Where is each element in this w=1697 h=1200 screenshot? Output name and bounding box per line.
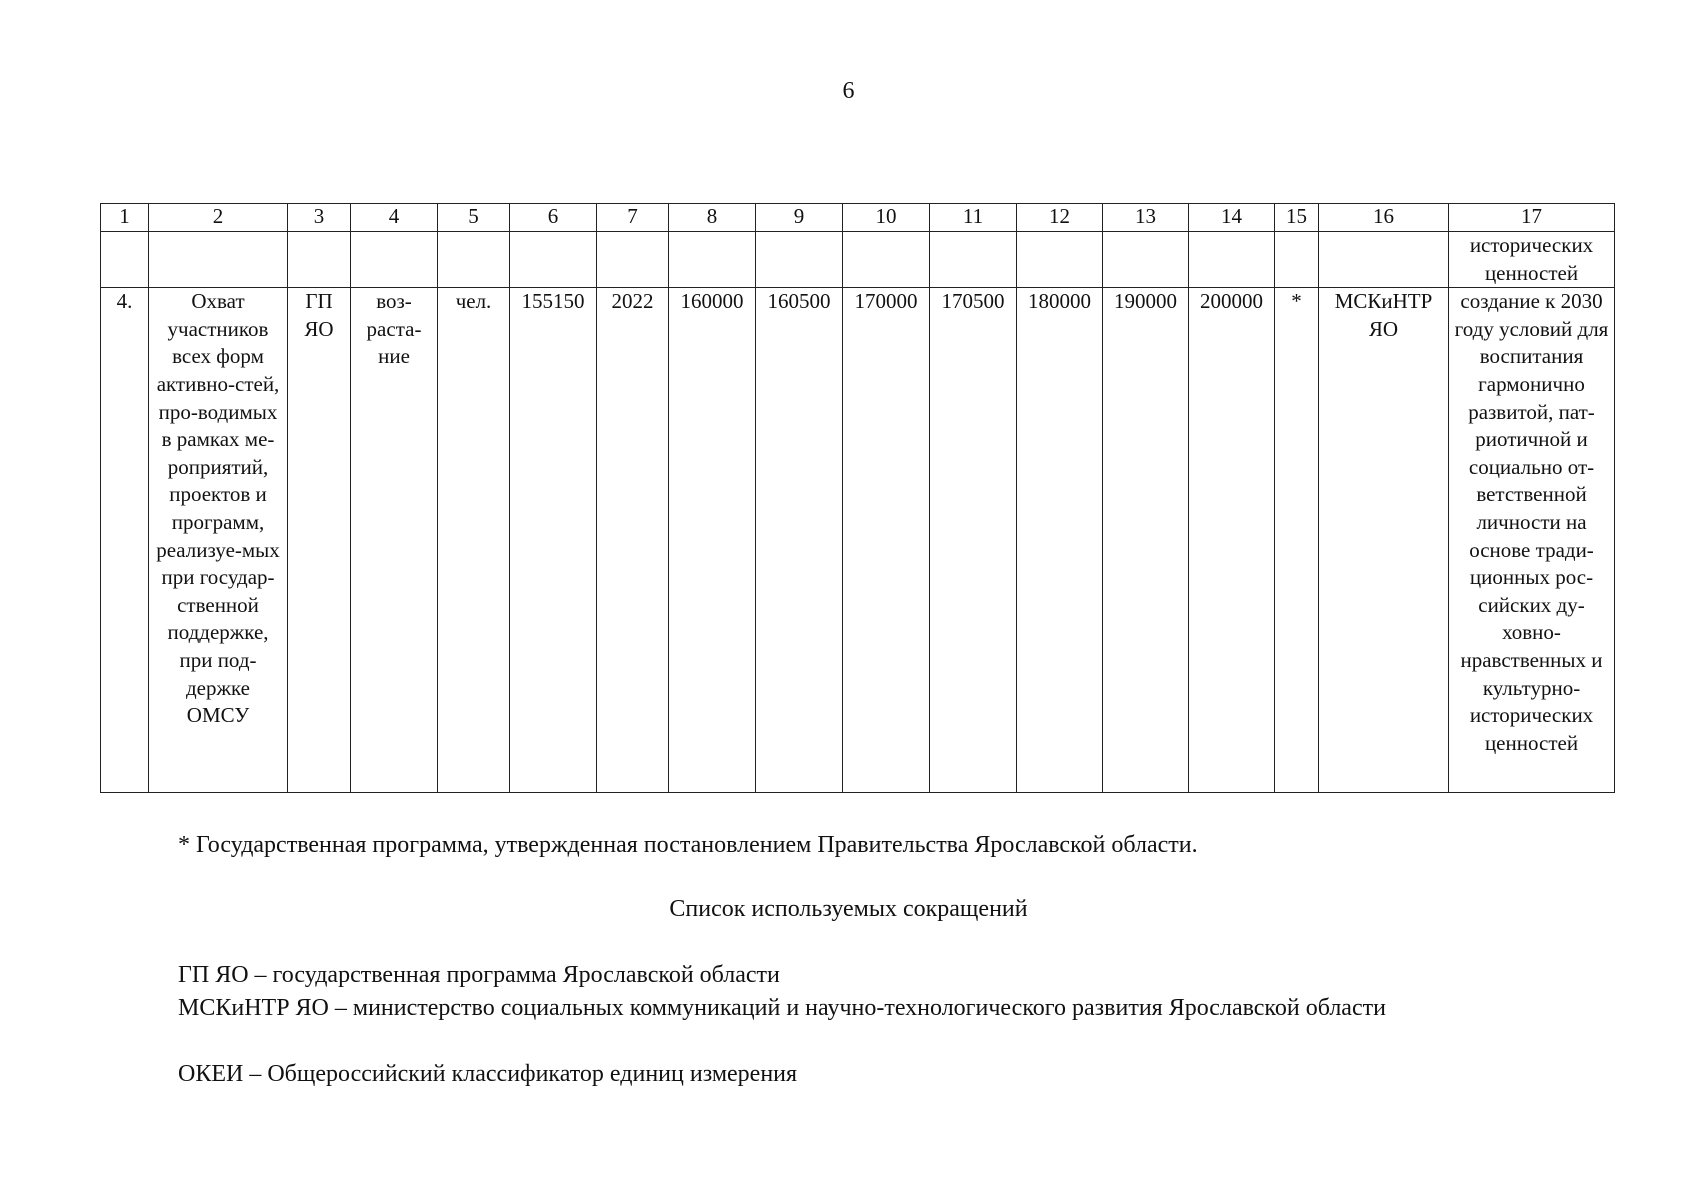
header-cell: 2 xyxy=(149,204,288,232)
header-cell: 9 xyxy=(756,204,843,232)
header-cell: 10 xyxy=(843,204,930,232)
indicator-unit: чел. xyxy=(438,288,510,793)
indicator-name: Охват участников всех форм активно-стей, про-водимых в рамках ме-роприятий, проектов и программ, реализуе-мых при государ-ственной поддержке, при под-держке ОМСУ xyxy=(149,288,288,793)
header-cell: 13 xyxy=(1103,204,1189,232)
value-cell: 190000 xyxy=(1103,288,1189,793)
header-cell: 1 xyxy=(101,204,149,232)
header-cell: 12 xyxy=(1017,204,1103,232)
value-cell: 160500 xyxy=(756,288,843,793)
abbreviation-item: ОКЕИ – Общероссийский классификатор единиц измерения xyxy=(178,1061,798,1087)
header-cell: 11 xyxy=(930,204,1017,232)
document-mark: * xyxy=(1275,288,1319,793)
abbreviation-item: ГП ЯО – государственная программа Ярославской области xyxy=(178,962,780,988)
header-cell: 7 xyxy=(597,204,669,232)
header-cell: 15 xyxy=(1275,204,1319,232)
indicator-trend: воз-раста-ние xyxy=(351,288,438,793)
page-number: 6 xyxy=(842,78,855,104)
abbreviations-title: Список используемых сокращений xyxy=(669,896,1028,922)
value-cell: 180000 xyxy=(1017,288,1103,793)
header-cell: 5 xyxy=(438,204,510,232)
table-row xyxy=(101,288,1615,793)
header-cell: 6 xyxy=(510,204,597,232)
goal-link: создание к 2030 году условий для воспитания гармонично развитой, пат-риотичной и социально от-ветственной личности на основе тради-ционных рос-сийских ду-ховно-нравственных и культурно-исторических ценностей xyxy=(1449,288,1615,793)
abbreviation-item: МСКиНТР ЯО – министерство социальных коммуникаций и научно-технологического развития Ярославской области xyxy=(178,995,1386,1021)
continuation-row xyxy=(101,232,1615,288)
indicator-level: ГП ЯО xyxy=(288,288,351,793)
header-cell: 3 xyxy=(288,204,351,232)
value-cell: 170000 xyxy=(843,288,930,793)
value-cell: 160000 xyxy=(669,288,756,793)
header-cell: 4 xyxy=(351,204,438,232)
row-number: 4. xyxy=(101,288,149,793)
header-cell: 8 xyxy=(669,204,756,232)
base-value: 155150 xyxy=(510,288,597,793)
header-cell: 17 xyxy=(1449,204,1615,232)
value-cell: 200000 xyxy=(1189,288,1275,793)
continuation-cell: исторических ценностей xyxy=(1449,232,1615,288)
responsible-body: МСКиНТР ЯО xyxy=(1319,288,1449,793)
table-header-row xyxy=(101,204,1615,232)
base-year: 2022 xyxy=(597,288,669,793)
value-cell: 170500 xyxy=(930,288,1017,793)
footnote: * Государственная программа, утвержденная постановлением Правительства Ярославской области. xyxy=(178,832,1198,858)
header-cell: 14 xyxy=(1189,204,1275,232)
indicator-table xyxy=(100,203,1615,793)
header-cell: 16 xyxy=(1319,204,1449,232)
